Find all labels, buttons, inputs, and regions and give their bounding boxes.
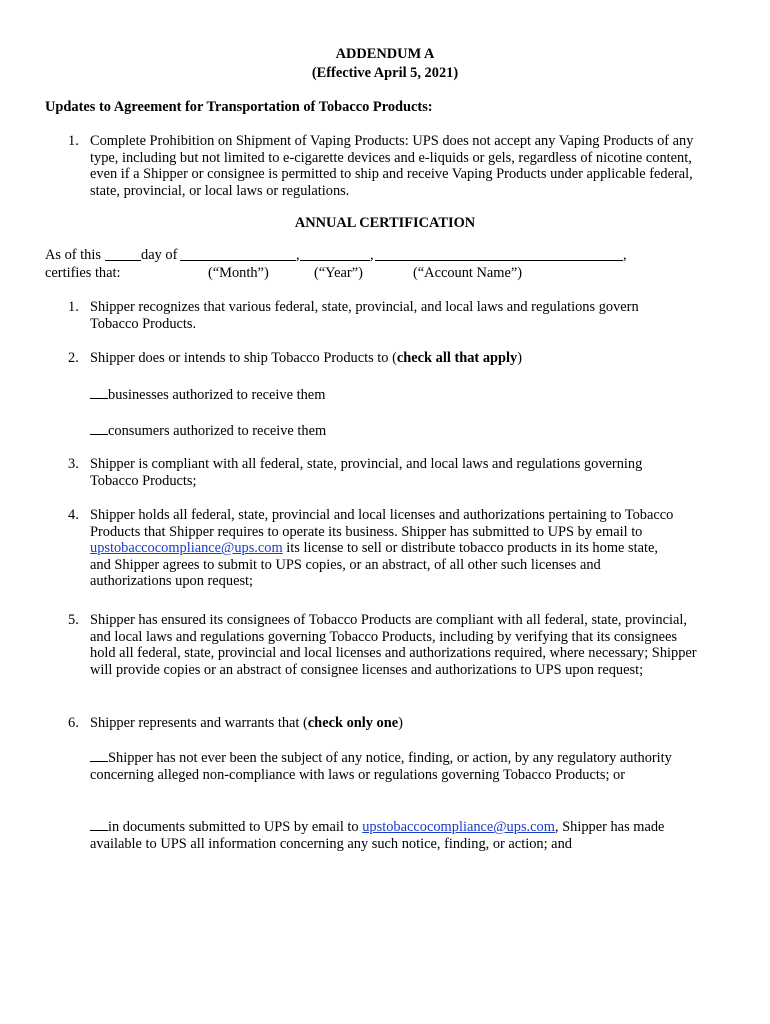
item-text bbox=[90, 507, 680, 590]
option-label: , Shipper has made available to UPS all information concerning any such notice, finding, or action; and bbox=[90, 819, 665, 852]
item-text-part: Shipper represents and warrants that ( bbox=[90, 715, 308, 731]
compliance-email-link[interactable]: upstobaccocompliance@ups.com bbox=[362, 819, 555, 835]
compliance-email-link[interactable]: upstobaccocompliance@ups.com bbox=[90, 540, 283, 556]
item-text-part: Shipper holds all federal, state, provincial and local licenses and authorizations pertaining to Tobacco Products that Shipper requires to operate its business. Shipper has submitted to UPS by email to bbox=[90, 507, 674, 540]
year-blank[interactable] bbox=[300, 260, 370, 261]
item-text bbox=[90, 350, 710, 367]
effective-date: (Effective April 5, 2021) bbox=[311, 65, 459, 81]
option-label: in documents submitted to UPS by email to bbox=[108, 819, 363, 835]
item-number: 3. bbox=[68, 456, 79, 472]
certifies-label: certifies that: bbox=[45, 265, 121, 281]
day-of-label: day of bbox=[141, 247, 178, 263]
day-blank[interactable] bbox=[105, 260, 141, 261]
comma-3: , bbox=[623, 247, 627, 263]
check-blank[interactable] bbox=[90, 749, 108, 762]
comma-2: , bbox=[370, 247, 374, 263]
item-text: Shipper has ensured its consignees of Tobacco Products are compliant with all federal, state, provincial, and local laws and regulations governing Tobacco Products, including by verifying that its consignees hold all federal, state, provincial and local licenses and authorizations required, where necessary; Shipper will provide copies or an abstract of consignee licenses and authorizations to UPS upon request; bbox=[90, 612, 697, 678]
update-item-number: 1. bbox=[68, 133, 79, 149]
account-name-caption: (“Account Name”) bbox=[413, 265, 523, 281]
item-emphasis: check all that apply bbox=[396, 350, 518, 366]
item-text-part: its license to sell or distribute tobacco products in its home state, and Shipper agrees to submit to UPS copies, or an abstract, of all other such licenses and authorizations upon request; bbox=[90, 540, 658, 589]
item-text-part: Shipper does or intends to ship Tobacco Products to ( bbox=[90, 350, 397, 366]
item-text: Shipper recognizes that various federal, state, provincial, and local laws and regulations govern Tobacco Products. bbox=[90, 299, 639, 332]
item-emphasis: check only one bbox=[307, 715, 399, 731]
checkbox-option bbox=[90, 749, 702, 783]
check-blank[interactable] bbox=[90, 818, 108, 831]
as-of-this-label: As of this bbox=[45, 247, 101, 263]
month-blank[interactable] bbox=[180, 260, 296, 261]
item-number: 5. bbox=[68, 612, 79, 628]
comma-1: , bbox=[296, 247, 300, 263]
option-label: Shipper has not ever been the subject of any notice, finding, or action, by any regulatory authority concerning alleged non-compliance with laws or regulations governing Tobacco Products; or bbox=[90, 750, 672, 783]
update-item-text: Complete Prohibition on Shipment of Vaping Products: UPS does not accept any Vaping Products of any type, including but not limited to e-cigarette devices and e-liquids or gels, regardless of nicotine content, even if a Shipper or consignee is permitted to ship and receive Vaping Products under applicable federal, state, provincial, or local laws or regulations. bbox=[90, 133, 694, 199]
item-number: 2. bbox=[68, 350, 79, 366]
option-label: consumers authorized to receive them bbox=[108, 423, 327, 439]
updates-heading: Updates to Agreement for Transportation of Tobacco Products: bbox=[45, 99, 433, 115]
item-text-part: ) bbox=[398, 715, 403, 731]
item-number: 6. bbox=[68, 715, 79, 731]
item-text-part: ) bbox=[517, 350, 523, 366]
item-number: 4. bbox=[68, 507, 79, 523]
account-name-blank[interactable] bbox=[375, 260, 623, 261]
year-caption: (“Year”) bbox=[314, 265, 363, 281]
item-number: 1. bbox=[68, 299, 79, 315]
option-label: businesses authorized to receive them bbox=[108, 387, 326, 403]
checkbox-option bbox=[90, 386, 710, 404]
item-text bbox=[90, 715, 710, 732]
check-blank[interactable] bbox=[90, 386, 108, 399]
checkbox-option bbox=[90, 818, 702, 852]
addendum-title: ADDENDUM A bbox=[335, 46, 435, 62]
checkbox-option bbox=[90, 422, 710, 440]
item-text: Shipper is compliant with all federal, state, provincial, and local laws and regulations governing Tobacco Products; bbox=[90, 456, 643, 489]
annual-certification-heading: ANNUAL CERTIFICATION bbox=[294, 215, 476, 231]
check-blank[interactable] bbox=[90, 422, 108, 435]
month-caption: (“Month”) bbox=[208, 265, 269, 281]
